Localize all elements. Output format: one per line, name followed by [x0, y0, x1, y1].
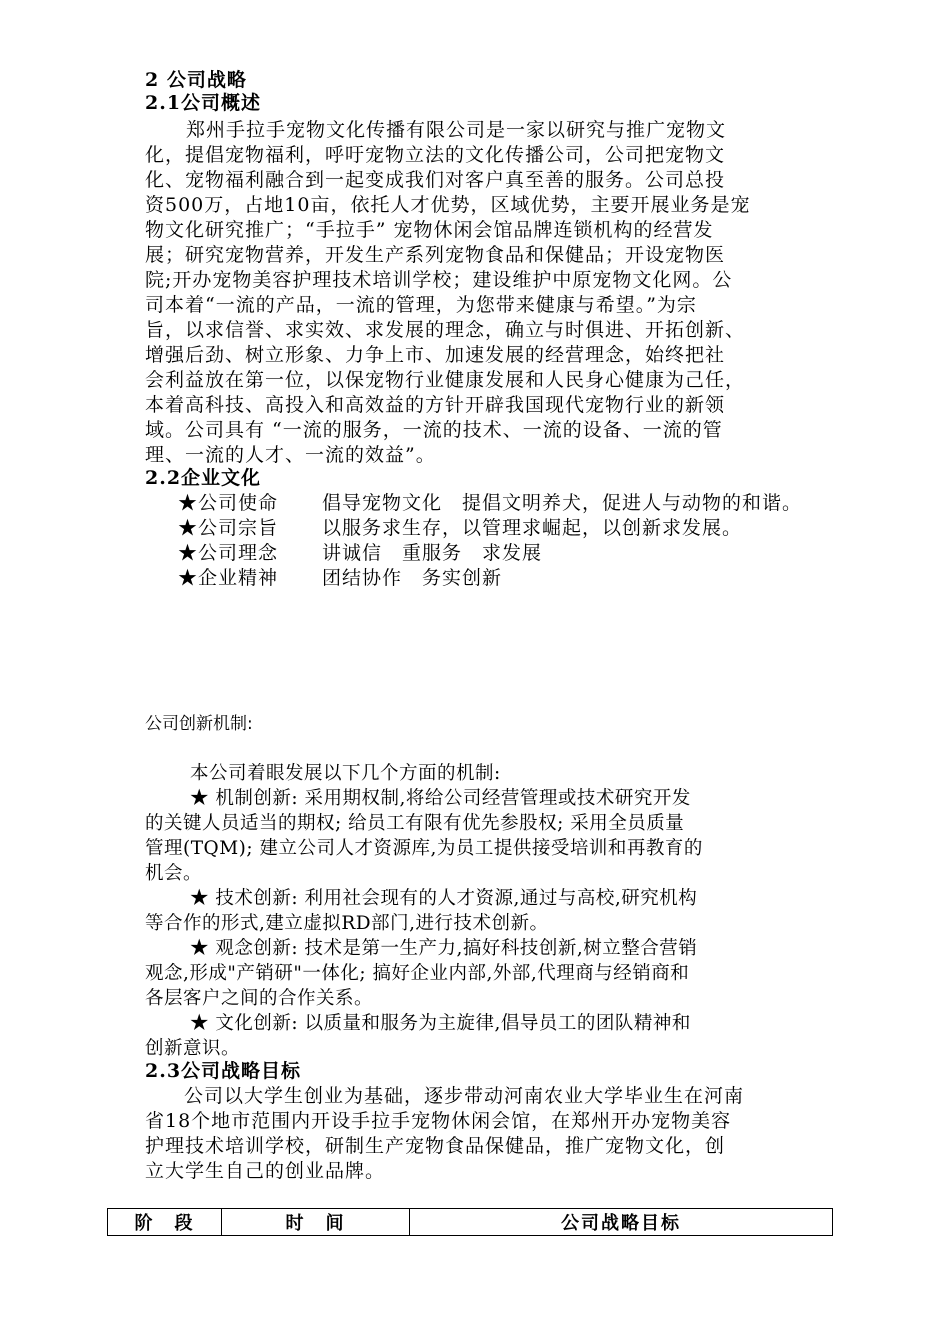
innovation-line: ★ 观念创新: 技术是第一生产力,搞好科技创新,树立整合营销: [190, 938, 698, 959]
goal-table: [107, 1208, 833, 1236]
overview-line: 郑州手拉手宠物文化传播有限公司是一家以研究与推广宠物文: [186, 119, 727, 141]
overview-line: 院;开办宠物美容护理技术培训学校；建设维护中原宠物文化网。公: [145, 269, 733, 291]
goal-line: 护理技术培训学校，研制生产宠物食品保健品，推广宠物文化，创: [145, 1135, 726, 1157]
goal-line: 立大学生自己的创业品牌。: [145, 1160, 386, 1182]
overview-line: 理、一流的人才、一流的效益”。: [145, 444, 436, 466]
innovation-line: 等合作的形式,建立虚拟RD部门,进行技术创新。: [145, 913, 549, 934]
overview-line: 会利益放在第一位，以保宠物行业健康发展和人民身心健康为己任，: [145, 369, 746, 391]
overview-line: 展；研究宠物营养，开发生产系列宠物食品和保健品；开设宠物医: [145, 244, 726, 266]
culture-item-label: ★公司使命: [178, 492, 279, 514]
culture-item-text: 倡导宠物文化 提倡文明养犬，促进人与动物的和谐。: [322, 492, 803, 514]
header-goal: 公司战略目标: [410, 1209, 833, 1236]
section-title-goals: 2.3公司战略目标: [145, 1060, 302, 1082]
innovation-line: ★ 机制创新: 采用期权制,将给公司经营管理或技术研究开发: [190, 788, 691, 809]
overview-line: 司本着“一流的产品，一流的管理，为您带来健康与希望。”为宗: [145, 294, 697, 316]
innovation-line: 各层客户之间的合作关系。: [145, 988, 374, 1009]
chapter-heading: 2 公司战略: [145, 69, 247, 91]
innovation-line: 的关键人员适当的期权; 给员工有限有优先参股权; 采用全员质量: [145, 813, 685, 834]
section-title-overview: 2.1公司概述: [145, 92, 262, 114]
innovation-line: 观念,形成"产销研"一体化; 搞好企业内部,外部,代理商与经销商和: [145, 963, 690, 984]
innovation-line: 管理(TQM); 建立公司人才资源库,为员工提供接受培训和再教育的: [145, 838, 703, 859]
culture-item-text: 讲诚信 重服务 求发展: [322, 542, 543, 564]
innovation-heading: 公司创新机制:: [145, 714, 253, 734]
innovation-intro: 本公司着眼发展以下几个方面的机制:: [190, 763, 501, 784]
header-stage: 阶 段: [108, 1209, 222, 1236]
header-time: 时 间: [222, 1209, 410, 1236]
goal-line: 省18个地市范围内开设手拉手宠物休闲会馆，在郑州开办宠物美容: [145, 1110, 732, 1132]
innovation-line: ★ 技术创新: 利用社会现有的人才资源,通过与高校,研究机构: [190, 888, 698, 909]
section-title-culture: 2.2企业文化: [145, 467, 262, 489]
overview-line: 化、宠物福利融合到一起变成我们对客户真至善的服务。公司总投: [145, 169, 726, 191]
goal-table-header-row: [108, 1209, 833, 1236]
overview-line: 资500万，占地10亩，依托人才优势，区域优势，主要开展业务是宠: [145, 194, 751, 216]
overview-line: 化，提倡宠物福利，呼吁宠物立法的文化传播公司，公司把宠物文: [145, 144, 726, 166]
overview-line: 域。公司具有 “一流的服务，一流的技术、一流的设备、一流的管: [145, 419, 723, 441]
overview-line: 增强后劲、树立形象、力争上市、加速发展的经营理念，始终把社: [145, 344, 726, 366]
overview-line: 旨，以求信誉、求实效、求发展的理念，确立与时俱进、开拓创新、: [145, 319, 746, 341]
innovation-line: 机会。: [145, 863, 203, 884]
overview-line: 物文化研究推广；“手拉手” 宠物休闲会馆品牌连锁机构的经营发: [145, 219, 714, 241]
culture-item-text: 以服务求生存，以管理求崛起，以创新求发展。: [322, 517, 743, 539]
culture-item-label: ★公司理念: [178, 542, 279, 564]
culture-item-label: ★企业精神: [178, 567, 279, 589]
culture-item-text: 团结协作 务实创新: [322, 567, 503, 589]
innovation-line: ★ 文化创新: 以质量和服务为主旋律,倡导员工的团队精神和: [190, 1013, 691, 1034]
innovation-line: 创新意识。: [145, 1038, 241, 1059]
culture-item-label: ★公司宗旨: [178, 517, 279, 539]
overview-line: 本着高科技、高投入和高效益的方针开辟我国现代宠物行业的新领: [145, 394, 726, 416]
goal-line: 公司以大学生创业为基础，逐步带动河南农业大学毕业生在河南: [184, 1085, 745, 1107]
